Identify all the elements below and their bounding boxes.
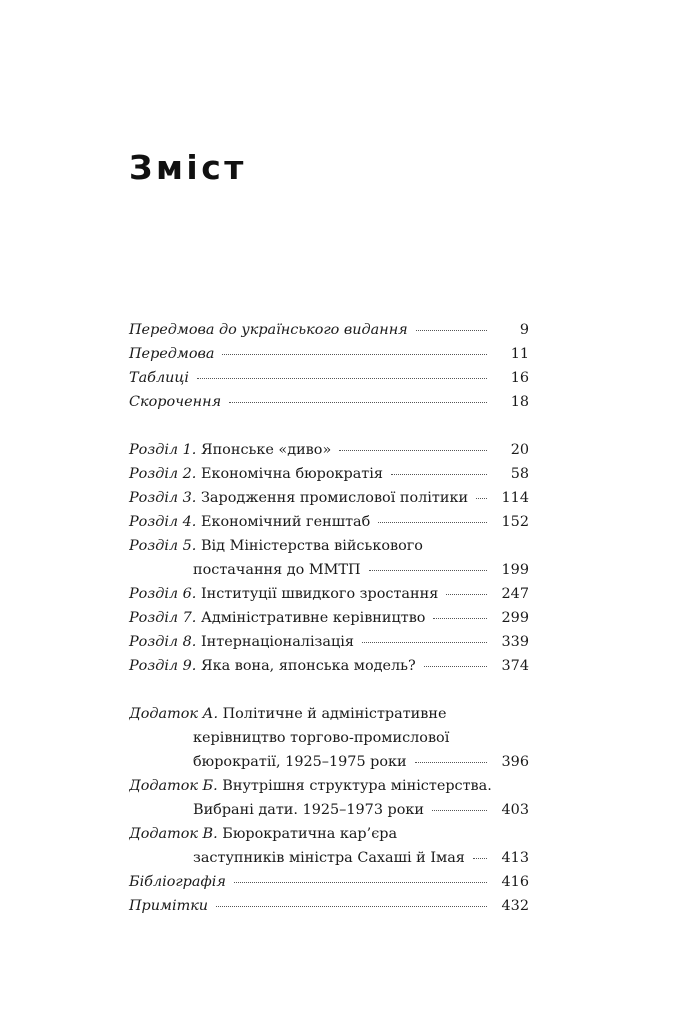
dot-leader [216, 906, 487, 907]
dot-leader [476, 498, 487, 499]
toc-entry-title: Внутрішня структура міністерства. [222, 778, 492, 794]
toc-page-number: 152 [501, 514, 529, 530]
toc-entry-prefix: Розділ 2. [129, 466, 197, 482]
toc-entry-prefix: Розділ 6. [129, 586, 197, 602]
toc-page-number: 20 [510, 442, 529, 458]
toc-entry[interactable] [129, 342, 529, 366]
toc-entry-line [129, 630, 354, 654]
dot-leader [391, 474, 487, 475]
toc-entry-line [129, 654, 416, 678]
toc-page-number: 299 [501, 610, 529, 626]
toc-entry-prefix: Додаток В. [129, 826, 218, 842]
toc-entry-prefix: Розділ 3. [129, 490, 197, 506]
dot-leader [369, 570, 487, 571]
toc-entry-line [193, 846, 465, 870]
toc-page-number: 9 [519, 322, 529, 338]
toc-entry[interactable] [129, 534, 529, 582]
toc-entry-line [129, 778, 492, 794]
toc-entry[interactable] [129, 894, 529, 918]
toc-entry[interactable] [129, 462, 529, 486]
toc-entry-title: Інтернаціоналізація [200, 634, 354, 650]
toc-page-number: 114 [501, 490, 529, 506]
toc-entry[interactable] [129, 654, 529, 678]
toc-group [129, 318, 529, 414]
toc-entry-line [129, 510, 370, 534]
toc-page-number: 416 [501, 874, 529, 890]
toc-page-number: 11 [510, 346, 529, 362]
dot-leader [234, 882, 487, 883]
toc-entry-line [129, 706, 446, 722]
toc-entry-title: Адміністративне керівництво [200, 610, 426, 626]
dot-leader [378, 522, 487, 523]
toc-entry-prefix: Розділ 7. [129, 610, 197, 626]
dot-leader [424, 666, 487, 667]
toc-entry-line [129, 486, 468, 510]
toc-entry-line [129, 438, 331, 462]
toc-entry[interactable] [129, 366, 529, 390]
toc-page-number: 396 [501, 754, 529, 770]
toc-entry-line [129, 462, 383, 486]
table-of-contents [129, 318, 529, 918]
toc-entry[interactable] [129, 870, 529, 894]
toc-page-number: 432 [501, 898, 529, 914]
dot-leader [197, 378, 487, 379]
toc-page-number: 413 [501, 850, 529, 866]
toc-entry[interactable] [129, 822, 529, 870]
toc-entry[interactable] [129, 390, 529, 414]
toc-entry[interactable] [129, 318, 529, 342]
toc-entry-title: Таблиці [129, 370, 190, 386]
toc-entry-line [129, 582, 438, 606]
dot-leader [222, 354, 487, 355]
toc-entry-prefix: Додаток А. [129, 706, 219, 722]
toc-entry[interactable] [129, 702, 529, 774]
toc-page-number: 58 [510, 466, 529, 482]
toc-entry-line [193, 730, 449, 746]
dot-leader [416, 330, 487, 331]
dot-leader [446, 594, 487, 595]
toc-entry[interactable] [129, 630, 529, 654]
toc-page-number: 339 [501, 634, 529, 650]
toc-entry[interactable] [129, 510, 529, 534]
toc-entry-title: керівництво торгово-промислової [193, 730, 450, 746]
toc-entry-title: Бюрократична кар’єра [222, 826, 398, 842]
toc-page-number: 403 [501, 802, 529, 818]
page-title: Зміст [129, 148, 247, 187]
toc-entry-title: Економічна бюрократія [200, 466, 383, 482]
toc-entry-prefix: Розділ 9. [129, 658, 197, 674]
toc-entry-line [193, 558, 361, 582]
dot-leader [415, 762, 487, 763]
dot-leader [339, 450, 487, 451]
toc-entry-prefix: Розділ 5. [129, 538, 197, 554]
toc-entry[interactable] [129, 438, 529, 462]
toc-page-number: 18 [510, 394, 529, 410]
toc-page-number: 16 [510, 370, 529, 386]
toc-entry-title: заступників міністра Сахаші й Імая [193, 850, 465, 866]
toc-page-number: 374 [501, 658, 529, 674]
toc-entry[interactable] [129, 582, 529, 606]
toc-entry-prefix: Додаток Б. [129, 778, 218, 794]
toc-page-number: 247 [501, 586, 529, 602]
toc-entry-title: Економічний генштаб [200, 514, 371, 530]
toc-entry[interactable] [129, 486, 529, 510]
toc-entry[interactable] [129, 606, 529, 630]
toc-entry-title: Яка вона, японська модель? [200, 658, 416, 674]
toc-entry-prefix: Розділ 1. [129, 442, 197, 458]
toc-group [129, 702, 529, 918]
dot-leader [433, 618, 487, 619]
toc-entry-line [193, 798, 424, 822]
toc-entry[interactable] [129, 774, 529, 822]
toc-entry-title: Передмова [129, 346, 215, 362]
toc-entry-title: Від Міністерства військового [200, 538, 423, 554]
toc-entry-title: постачання до ММТП [193, 562, 361, 578]
toc-entry-title: Примітки [129, 898, 209, 914]
toc-entry-title: Японське «диво» [200, 442, 332, 458]
dot-leader [473, 858, 487, 859]
dot-leader [432, 810, 487, 811]
toc-entry-title: Політичне й адміністративне [222, 706, 447, 722]
toc-entry-title: Вибрані дати. 1925–1973 роки [193, 802, 425, 818]
toc-group [129, 438, 529, 678]
toc-entry-title: Інституції швидкого зростання [200, 586, 439, 602]
toc-entry-title: Зародження промислової політики [200, 490, 469, 506]
dot-leader [229, 402, 487, 403]
toc-page-number: 199 [501, 562, 529, 578]
toc-entry-title: Бібліографія [129, 874, 226, 890]
toc-entry-line [129, 538, 423, 554]
toc-entry-title: бюрократії, 1925–1975 роки [193, 754, 407, 770]
toc-entry-line [193, 750, 407, 774]
toc-entry-line [129, 606, 425, 630]
toc-entry-title: Скорочення [129, 394, 222, 410]
toc-entry-prefix: Розділ 4. [129, 514, 197, 530]
toc-entry-title: Передмова до українського видання [129, 322, 408, 338]
dot-leader [362, 642, 487, 643]
toc-entry-prefix: Розділ 8. [129, 634, 197, 650]
toc-entry-line [129, 826, 397, 842]
